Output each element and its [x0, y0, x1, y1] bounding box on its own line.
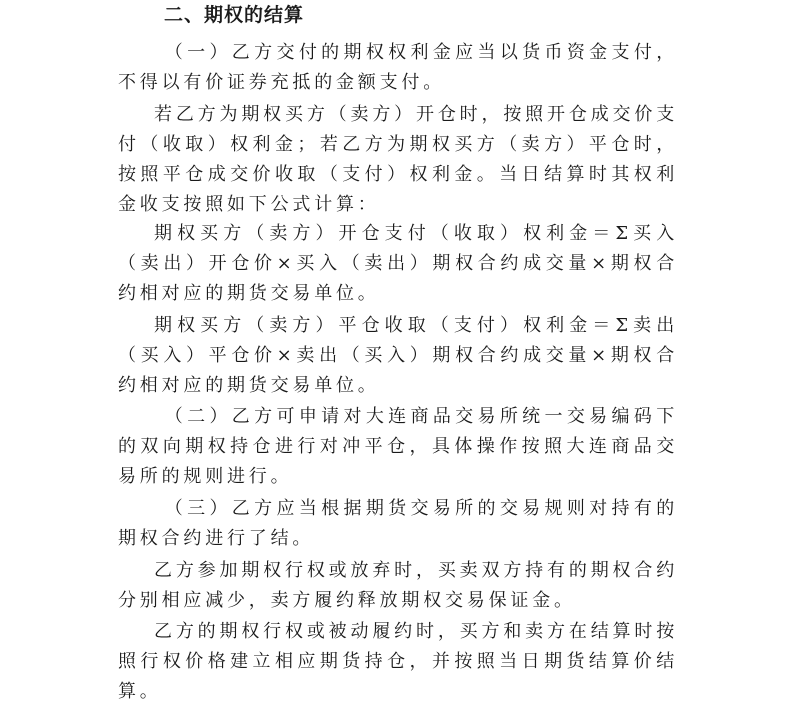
- paragraph-8: 乙方的期权行权或被动履约时，买方和卖方在结算时按照行权价格建立相应期货持仓，并按照当日期货结算价结算。: [118, 621, 678, 702]
- paragraph-5: （二）乙方可申请对大连商品交易所统一交易编码下的双向期权持仓进行对冲平仓，具体操作按照大连商品交易所的规则进行。: [118, 406, 678, 487]
- paragraph-1: （一）乙方交付的期权权利金应当以货币资金支付，不得以有价证券充抵的金额支付。: [118, 42, 678, 93]
- paragraph-6: （三）乙方应当根据期货交易所的交易规则对持有的期权合约进行了结。: [118, 498, 678, 549]
- paragraph-3: 期权买方（卖方）开仓支付（收取）权利金＝Σ买入（卖出）开仓价×买入（卖出）期权合约成交量×期权合约相对应的期货交易单位。: [118, 223, 678, 304]
- paragraph-4: 期权买方（卖方）平仓收取（支付）权利金＝Σ卖出（买入）平仓价×卖出（买入）期权合约成交量×期权合约相对应的期货交易单位。: [118, 315, 678, 396]
- paragraph-2: 若乙方为期权买方（卖方）开仓时，按照开仓成交价支付（收取）权利金；若乙方为期权买方（卖方）平仓时，按照平仓成交价收取（支付）权利金。当日结算时其权利金收支按照如下公式计算：: [118, 104, 678, 215]
- paragraph-7: 乙方参加期权行权或放弃时，买卖双方持有的期权合约分别相应减少，卖方履约释放期权交易保证金。: [118, 560, 678, 611]
- section-heading: 二、期权的结算: [164, 4, 305, 26]
